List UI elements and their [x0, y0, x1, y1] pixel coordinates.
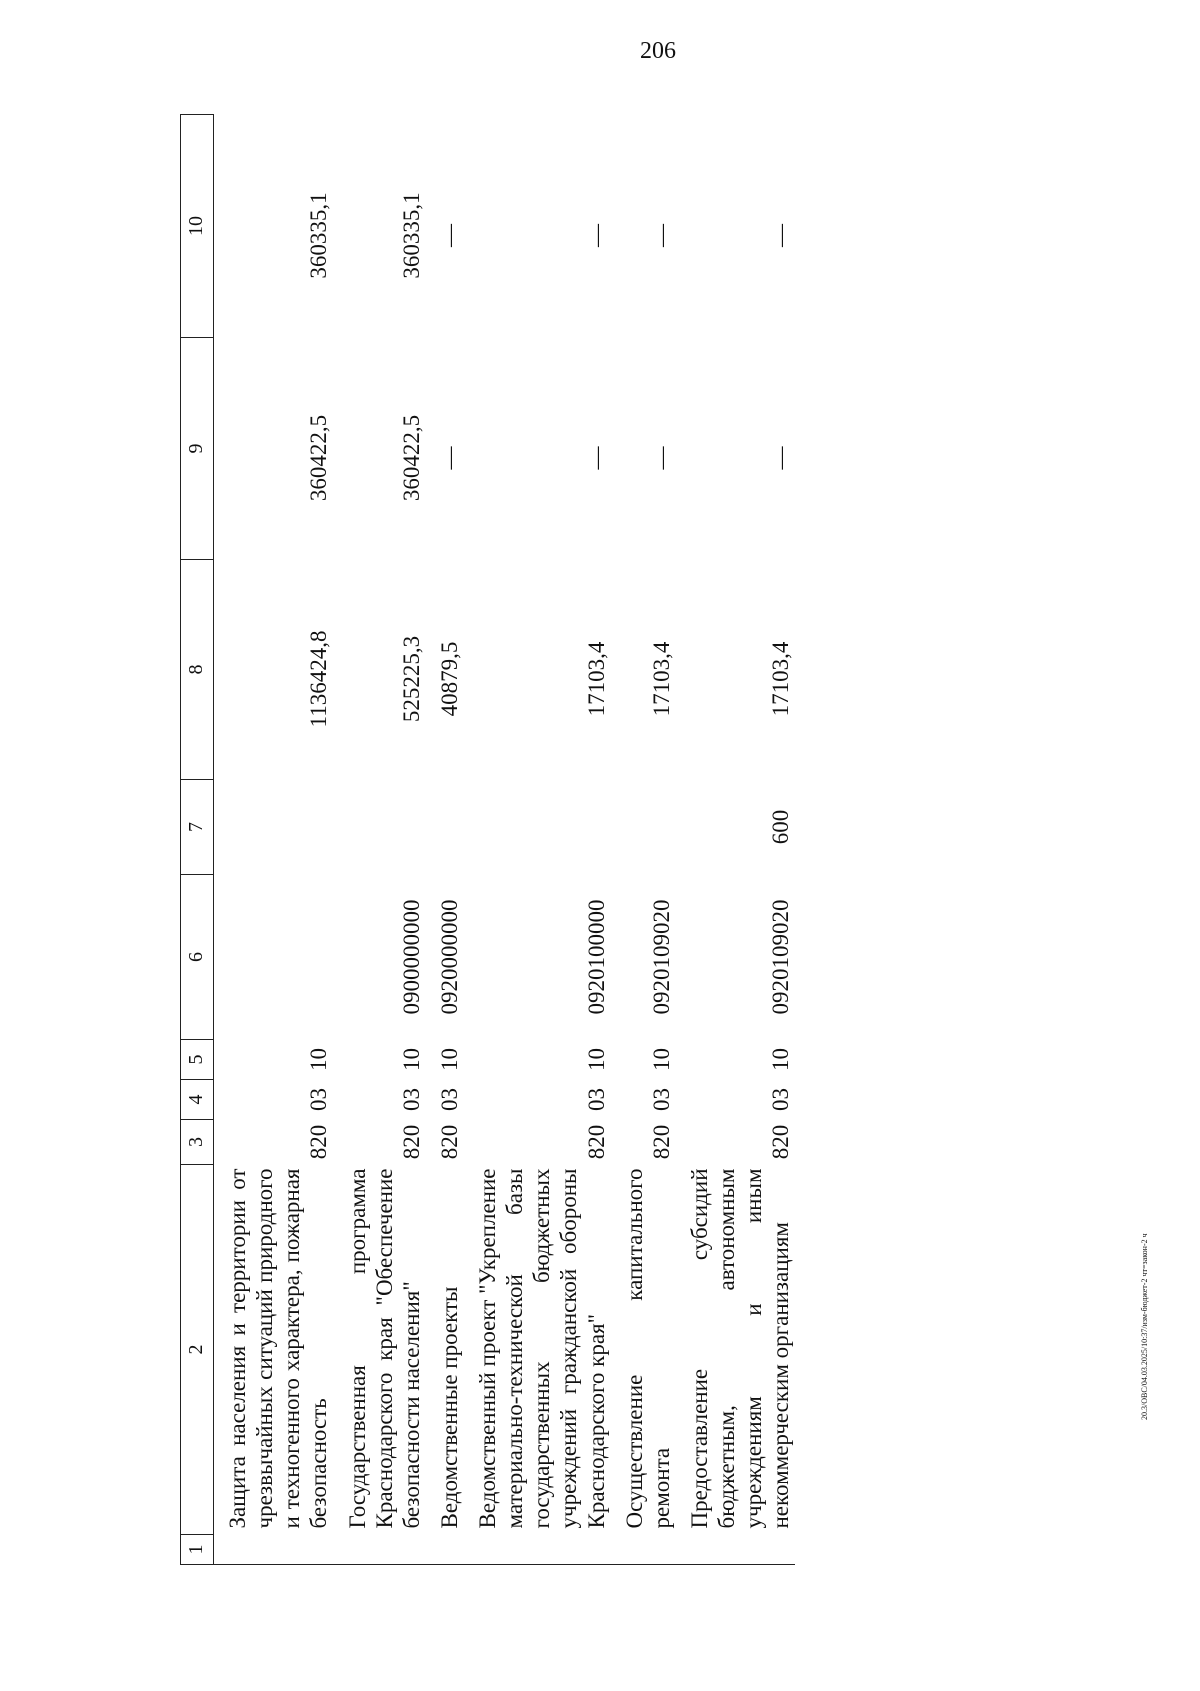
row-code-7: [426, 780, 464, 875]
table-row: [334, 115, 426, 1565]
row-code-4: 03: [398, 1088, 424, 1111]
row-name: Ведомственные проекты: [436, 1286, 462, 1529]
row-value-9: —: [768, 446, 794, 470]
row-value-8: 17103,4: [583, 641, 609, 717]
row-code-7: [611, 780, 676, 875]
row-value-8: 17103,4: [768, 641, 794, 717]
row-code-4: 03: [768, 1088, 794, 1111]
row-code-3: 820: [306, 1124, 332, 1160]
row-name: Защита населения и территории от чрезвычайных ситуаций природного и техногенного характера, пожарная безопасность: [225, 1168, 332, 1529]
budget-table-container: [180, 114, 795, 1565]
row-code-3: 820: [768, 1124, 794, 1160]
header-col-5: 5: [181, 1040, 214, 1080]
row-code-3: 820: [436, 1124, 462, 1160]
row-value-9: —: [648, 446, 674, 470]
table-row: [214, 115, 334, 1565]
row-code-5: 10: [583, 1048, 609, 1071]
row-code-3: 820: [648, 1124, 674, 1160]
row-code-5: 10: [648, 1048, 674, 1071]
row-value-8: 40879,5: [436, 641, 462, 717]
row-code-6: 0920000000: [436, 899, 462, 1015]
row-value-9: —: [583, 446, 609, 470]
row-code-6: 0920100000: [583, 899, 609, 1015]
row-value-10: —: [768, 224, 794, 247]
header-col-9: 9: [181, 338, 214, 560]
page-number: 206: [640, 38, 676, 64]
header-col-7: 7: [181, 780, 214, 875]
row-code-3: 820: [583, 1124, 609, 1160]
row-name: Предоставление субсидий бюджетным, автономным учреждениям и иным некоммерческим организациям: [686, 1168, 794, 1529]
row-col-1: [676, 1535, 796, 1565]
row-code-7: [464, 780, 611, 875]
row-code-7: [334, 780, 426, 875]
row-code-5: 10: [768, 1048, 794, 1071]
row-col-1: [334, 1535, 426, 1565]
row-value-10: 360335,1: [398, 192, 424, 279]
footer-document-id: 20.3/ОВС/04.03.2025/10:37/изм-бюджет-2 чт=закон-2 ч: [1140, 1233, 1149, 1420]
row-code-4: 03: [306, 1088, 332, 1111]
row-value-8: 17103,4: [648, 641, 674, 717]
row-value-10: 360335,1: [306, 192, 332, 279]
row-code-4: 03: [583, 1088, 609, 1111]
row-code-5: 10: [436, 1048, 462, 1071]
row-value-8: 1136424,8: [306, 630, 332, 728]
row-name: Государственная программа Краснодарского края "Обеспечение безопасности населения": [344, 1168, 424, 1529]
row-col-1: [611, 1535, 676, 1565]
header-col-3: 3: [181, 1120, 214, 1165]
header-col-8: 8: [181, 560, 214, 780]
row-name: Осуществление капитального ремонта: [621, 1168, 674, 1529]
table-row: [426, 115, 464, 1565]
row-name: Ведомственный проект "Укрепление материально-технической базы государственных бюджетных учреждений гражданской обороны Краснодарского края": [475, 1168, 609, 1529]
row-value-9: —: [436, 446, 462, 470]
row-code-6: 0900000000: [398, 899, 424, 1015]
row-col-1: [426, 1535, 464, 1565]
table-row: [676, 115, 796, 1565]
row-code-6: 0920109020: [768, 899, 794, 1015]
row-code-5: 10: [306, 1048, 332, 1071]
row-code-4: 03: [648, 1088, 674, 1111]
budget-table: [180, 114, 795, 1565]
row-value-10: —: [436, 224, 462, 247]
row-value-9: 360422,5: [398, 414, 424, 502]
row-code-6: [214, 875, 334, 1040]
header-col-6: 6: [181, 875, 214, 1040]
table-row: [611, 115, 676, 1565]
row-value-10: —: [583, 224, 609, 247]
header-col-4: 4: [181, 1080, 214, 1120]
row-code-6: 0920109020: [648, 899, 674, 1015]
header-col-10: 10: [181, 115, 214, 338]
header-col-1: 1: [181, 1535, 214, 1565]
header-col-2: 2: [181, 1165, 214, 1535]
row-value-9: 360422,5: [306, 414, 332, 502]
row-code-5: 10: [398, 1048, 424, 1071]
row-code-7: [214, 780, 334, 875]
row-value-8: 525225,3: [398, 635, 424, 723]
row-col-1: [214, 1535, 334, 1565]
row-col-1: [464, 1535, 611, 1565]
row-code-7: 600: [768, 809, 794, 845]
table-row: [464, 115, 611, 1565]
row-value-10: —: [648, 224, 674, 247]
row-code-3: 820: [398, 1124, 424, 1160]
table-header-row: [181, 115, 214, 1565]
row-code-4: 03: [436, 1088, 462, 1111]
